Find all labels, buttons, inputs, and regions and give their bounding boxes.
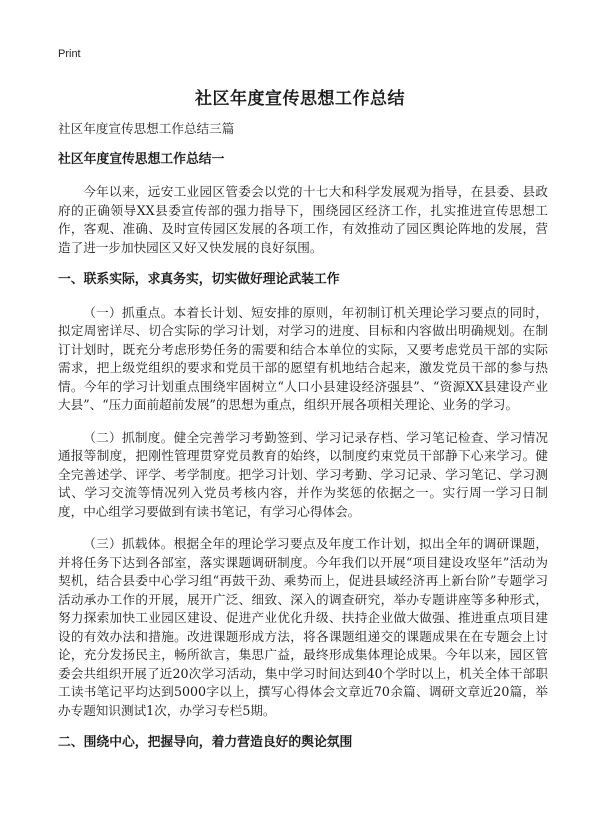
article-heading-1: 社区年度宣传思想工作总结一: [58, 151, 225, 167]
paragraph-system: （二）抓制度。健全完善学习考勤签到、学习记录存档、学习笔记检查、学习情况通报等制度，把刚性管理贯穿党员教育的始终，以制度约束党员干部静下心来学习。健全完善述学、评学、考学制度。把学习计划、学习考勤、学习记录、学习笔记、学习测试、学习交流等情况列入党员考核内容，并作为奖惩的依据之一。实行周一学习日制度，中心组学习要做到有读书笔记，有学习心得体会。: [58, 429, 548, 519]
page-title: 社区年度宣传思想工作总结: [195, 89, 405, 109]
section-heading-2: 二、围绕中心，把握导向，着力营造良好的舆论氛围: [58, 735, 353, 750]
section-heading-1: 一、联系实际，求真务实，切实做好理论武装工作: [58, 272, 340, 287]
article-body: [58, 120, 548, 767]
paragraph-key-points: （一）抓重点。本着长计划、短安排的原则，年初制订机关理论学习要点的同时，拟定周密详尽、切合实际的学习计划，对学习的进度、目标和内容做出明确规划。在制订计划时，既充分考虑形势任务的需要和结合本单位的实际，又要考虑党员干部的实际需求，把上级党组织的要求和党员干部的愿望有机地结合起来，激发党员干部的参与热情。今年的学习计划重点围绕牢固树立“人口小县建设经济强县”、“资源XX县建设产业大县”、“压力面前超前发展”的思想为重点，组织开展各项相关理论、业务的学习。: [58, 304, 548, 412]
article-subtitle: 社区年度宣传思想工作总结三篇: [58, 121, 235, 136]
print-link[interactable]: Print: [58, 48, 81, 60]
intro-paragraph: 今年以来，远安工业园区管委会以党的十七大和科学发展观为指导，在县委、县政府的正确领导XX县委宣传部的强力指导下，围绕园区经济工作，扎实推进宣传思想工作，客观、准确、及时宣传园区发展的各项工作，有效推动了园区舆论阵地的发展，营造了进一步加快园区又好又快发展的良好氛围。: [58, 184, 548, 255]
paragraph-carrier: （三）抓载体。根据全年的理论学习要点及年度工作计划，拟出全年的调研课题，并将任务下达到各部室，落实课题调研制度。今年我们以开展“项目建设攻坚年”活动为契机，结合县委中心学习组“再鼓干劲、乘势而上，促进县域经济再上新台阶”专题学习活动承办工作的开展，展开广泛、细致、深入的调查研究，举办专题讲座等多种形式，努力探索加快工业园区建设、促进产业优化升级、扶持企业做大做强、推进重点项目建设的有效办法和措施。改进课题形成方法，将各课题组递交的课题成果在在专题会上讨论，充分发扬民主，畅所欲言，集思广益，最终形成集体理论成果。今年以来，园区管委会共组织开展了近20次学习活动，集中学习时间达到40个学时以上，机关全体干部职工读书笔记平均达到5000字以上，撰写心得体会文章近70余篇、调研文章近20篇，举办专题知识测试1次，办学习专栏5期。: [58, 536, 548, 718]
